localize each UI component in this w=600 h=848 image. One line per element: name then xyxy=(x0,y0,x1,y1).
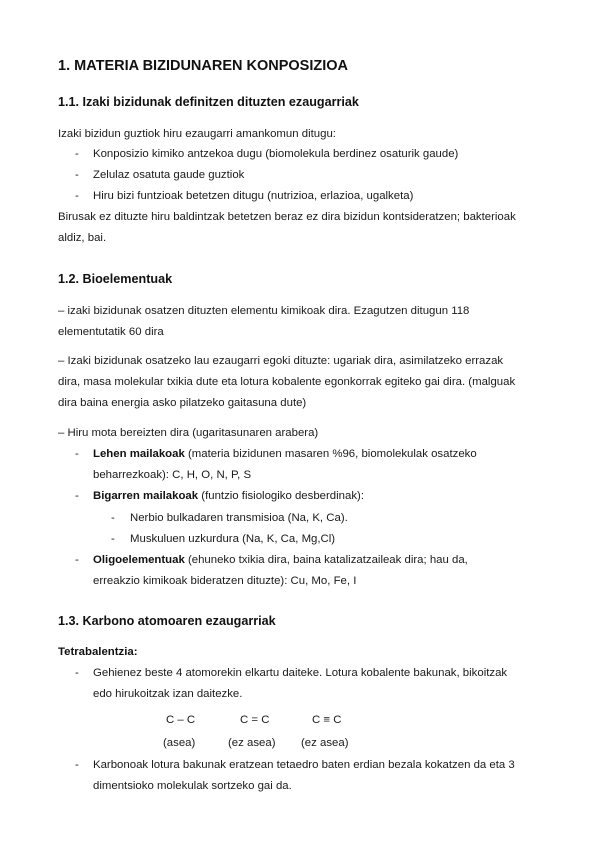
term-bold: Oligoelementuak xyxy=(93,554,185,566)
bond-label-triple: (ez asea) xyxy=(301,737,349,749)
list-marker: - xyxy=(111,533,115,545)
list-marker: - xyxy=(75,169,79,181)
list-marker: - xyxy=(75,190,79,202)
paragraph-line: dira, masa molekular txikia dute eta lotura kobalente egonkorrak egiteko gai dira. (malguak xyxy=(58,376,516,388)
bond-formula-double: C = C xyxy=(240,714,270,726)
term-description: (ehuneko txikia dira, baina katalizatzaileak dira; hau da, xyxy=(184,554,468,566)
paragraph-line: – Hiru mota bereizten dira (ugaritasunaren arabera) xyxy=(58,427,319,439)
section-heading-1-1: 1.1. Izaki bizidunak definitzen dituzten ezaugarriak xyxy=(58,95,359,109)
list-item: Zelulaz osatuta gaude guztiok xyxy=(93,169,245,181)
page-title: 1. MATERIA BIZIDUNAREN KONPOSIZIOA xyxy=(58,58,349,74)
list-item: Karbonoak lotura bakunak eratzean tetaedro baten erdian bezala kokatzen da eta 3 xyxy=(93,759,515,771)
list-item-continuation: edo hirukoitzak izan daitezke. xyxy=(93,688,243,700)
term-bold: Bigarren mailakoak xyxy=(93,490,199,502)
list-item-continuation: beharrezkoak): C, H, O, N, P, S xyxy=(93,469,252,481)
list-item xyxy=(93,445,477,463)
list-marker: - xyxy=(75,759,79,771)
list-marker: - xyxy=(75,554,79,566)
subheading-tetrabalentzia: Tetrabalentzia: xyxy=(58,646,138,658)
sub-list-item: Muskuluen uzkurdura (Na, K, Ca, Mg,Cl) xyxy=(130,533,336,545)
paragraph-line: dira baina energia asko pilatzeko gaitasuna dute) xyxy=(58,397,307,409)
bond-formula-single: C – C xyxy=(166,714,196,726)
term-description: (materia bizidunen masaren %96, biomolekulak osatzeko xyxy=(184,448,477,460)
list-item-continuation: erreakzio kimikoak bideratzen dituzte): Cu, Mo, Fe, I xyxy=(93,575,357,587)
paragraph-line: – Izaki bizidunak osatzeko lau ezaugarri egoki dituzte: ugariak dira, asimilatzeko errazak xyxy=(58,355,504,367)
section-heading-1-3: 1.3. Karbono atomoaren ezaugarriak xyxy=(58,614,276,628)
paragraph-closing-line: Birusak ez dituzte hiru baldintzak betetzen beraz ez dira bizidun kontsideratzen; bakterioak xyxy=(58,211,516,223)
list-marker: - xyxy=(75,148,79,160)
list-item: Gehienez beste 4 atomorekin elkartu daiteke. Lotura kobalente bakunak, bikoitzak xyxy=(93,667,508,679)
list-marker: - xyxy=(75,490,79,502)
section-heading-1-2: 1.2. Bioelementuak xyxy=(58,272,173,286)
paragraph-closing-line: aldiz, bai. xyxy=(58,232,107,244)
bond-label-single: (asea) xyxy=(163,737,196,749)
term-description: (funtzio fisiologiko desberdinak): xyxy=(198,490,364,502)
paragraph-line: – izaki bizidunak osatzen dituzten elementu kimikoak dira. Ezagutzen ditugun 118 xyxy=(58,305,470,317)
bond-label-double: (ez asea) xyxy=(228,737,276,749)
list-item: Hiru bizi funtzioak betetzen ditugu (nutrizioa, erlazioa, ugalketa) xyxy=(93,190,414,202)
list-marker: - xyxy=(75,667,79,679)
term-bold: Lehen mailakoak xyxy=(93,448,185,460)
paragraph-intro: Izaki bizidun guztiok hiru ezaugarri amankomun ditugu: xyxy=(58,128,336,140)
bond-formula-triple: C ≡ C xyxy=(312,714,342,726)
list-marker: - xyxy=(75,448,79,460)
paragraph-line: elementutatik 60 dira xyxy=(58,326,164,338)
list-item-continuation: dimentsioko molekulak sortzeko gai da. xyxy=(93,780,292,792)
list-item xyxy=(93,551,468,569)
list-item: Konposizio kimiko antzekoa dugu (biomolekula berdinez osaturik gaude) xyxy=(93,148,459,160)
list-item xyxy=(93,487,364,505)
sub-list-item: Nerbio bulkadaren transmisioa (Na, K, Ca). xyxy=(130,512,348,524)
list-marker: - xyxy=(111,512,115,524)
